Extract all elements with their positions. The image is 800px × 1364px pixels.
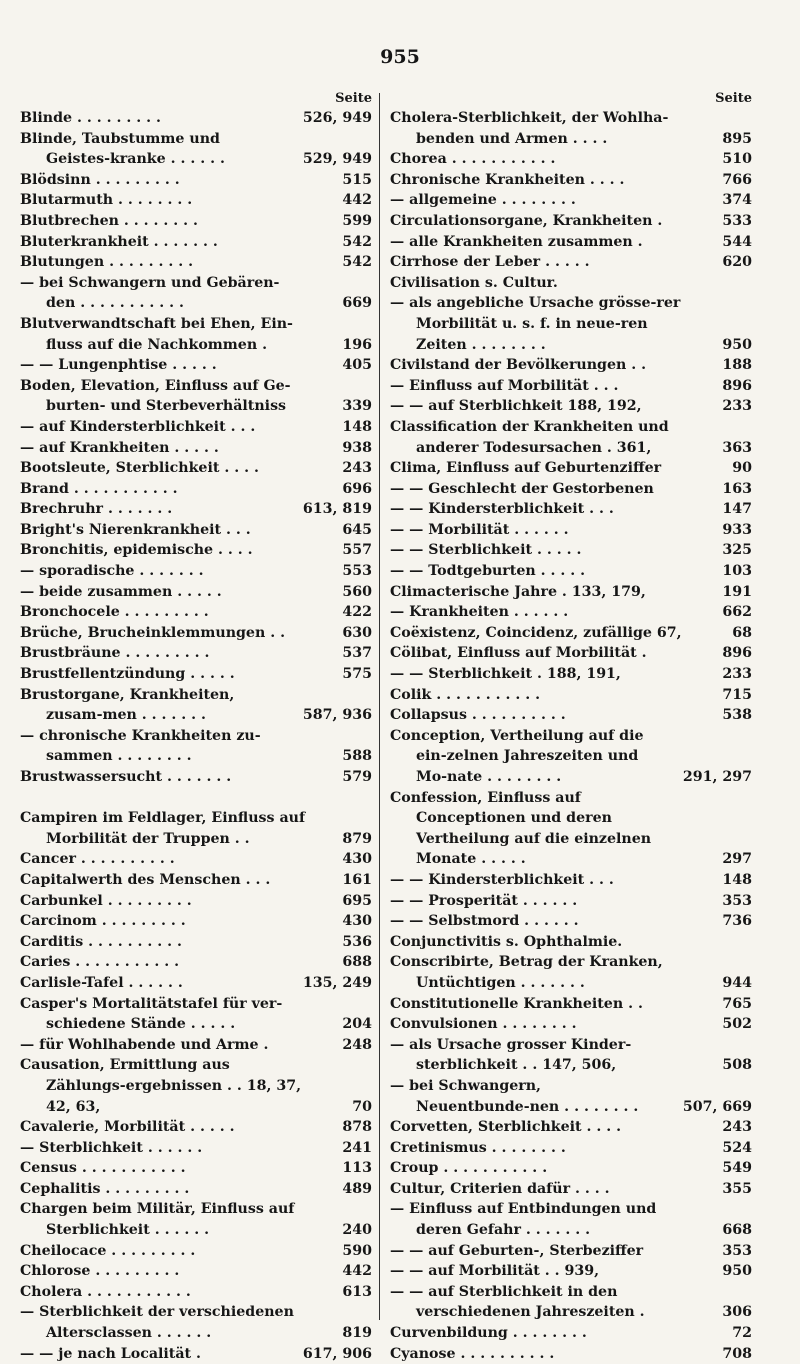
entry-term: — allgemeine . . . . . . . . (390, 192, 576, 209)
index-entry (390, 1282, 752, 1323)
entry-term: Climacterische Jahre . 133, 179, (390, 583, 646, 600)
page-number: 955 (380, 46, 420, 68)
entry-pages: 291, 297 (682, 769, 752, 785)
entry-pages: 422 (342, 604, 372, 621)
entry-term: Blutbrechen . . . . . . . . (20, 212, 198, 229)
entry-pages: 325 (722, 542, 752, 559)
index-entry (20, 273, 372, 314)
index-entry (390, 479, 752, 500)
index-entry (20, 932, 372, 953)
entry-term: Civilisation s. Cultur. (390, 274, 558, 291)
entry-term: Blutarmuth . . . . . . . . (20, 192, 193, 209)
index-entry (20, 808, 372, 849)
entry-term: Carcinom . . . . . . . . . (20, 913, 186, 930)
index-entry (390, 458, 752, 479)
entry-term: Brustwassersucht . . . . . . . (20, 769, 232, 785)
index-entry (20, 479, 372, 500)
entry-term: Coëxistenz, Coincidenz, zufällige 67, (390, 624, 682, 641)
entry-term: — beide zusammen . . . . . (20, 583, 222, 600)
entry-pages: 630 (342, 624, 372, 641)
entry-term: — chronische Krankheiten zu-sammen . . . . . . . . (20, 727, 261, 765)
entry-pages: 708 (722, 1345, 752, 1362)
entry-pages: 542 (342, 233, 372, 250)
section-gap (20, 788, 372, 809)
entry-term: — Einfluss auf Morbilität . . . (390, 377, 619, 394)
entry-term: Curvenbildung . . . . . . . . (390, 1325, 587, 1342)
entry-pages: 878 (342, 1119, 372, 1136)
index-entry (390, 190, 752, 211)
entry-term: — — Prosperität . . . . . . (390, 892, 578, 909)
entry-pages: 248 (342, 1036, 372, 1053)
index-entry (390, 170, 752, 191)
entry-pages: 542 (342, 254, 372, 271)
index-entry (20, 1117, 372, 1138)
entry-pages: 819 (342, 1325, 372, 1342)
index-entry (20, 891, 372, 912)
entry-term: Blutverwandtschaft bei Ehen, Ein-fluss auf die Nachkommen . (20, 315, 293, 353)
entry-term: Chorea . . . . . . . . . . . (390, 151, 556, 168)
entry-pages: 196 (342, 336, 372, 353)
seite-header-left: Seite (335, 91, 372, 106)
index-entry (20, 952, 372, 973)
entry-pages: 668 (722, 1222, 752, 1239)
entry-term: Brüche, Brucheinklemmungen . . (20, 624, 286, 641)
entry-term: Conjunctivitis s. Ophthalmie. (390, 933, 623, 950)
entry-pages: 508 (722, 1057, 752, 1074)
entry-pages: 896 (722, 645, 752, 662)
entry-term: — bei Schwangern, Neuentbunde-nen . . . . . . . . (390, 1077, 639, 1115)
entry-pages: 355 (722, 1180, 752, 1197)
index-entry (20, 1055, 372, 1117)
entry-pages: 662 (722, 604, 752, 621)
index-entry (20, 602, 372, 623)
entry-term: Conscribirte, Betrag der Kranken, Untüchtigen . . . . . . . (390, 954, 663, 991)
entry-term: Croup . . . . . . . . . . . (390, 1160, 548, 1177)
entry-term: Cirrhose der Leber . . . . . (390, 254, 590, 271)
entry-pages: 529, 949 (302, 151, 372, 168)
entry-term: Blinde, Taubstumme und Geistes-kranke . . . . . . (20, 130, 225, 168)
entry-pages: 879 (342, 830, 372, 847)
index-entry (390, 355, 752, 376)
entry-pages: 161 (342, 871, 372, 888)
entry-pages: 950 (722, 1263, 752, 1280)
entry-term: Blutungen . . . . . . . . . (20, 254, 194, 271)
entry-pages: 430 (342, 913, 372, 930)
index-entry (390, 643, 752, 664)
entry-term: Cephalitis . . . . . . . . . (20, 1180, 190, 1197)
index-entry (20, 911, 372, 932)
index-entry (390, 602, 752, 623)
entry-pages: 715 (722, 686, 752, 703)
entry-pages: 590 (342, 1242, 372, 1259)
entry-term: — — Selbstmord . . . . . . (390, 913, 579, 930)
entry-pages: 339 (342, 398, 372, 415)
index-entry (390, 1199, 752, 1240)
index-entry (20, 499, 372, 520)
entry-pages: 191 (722, 583, 752, 600)
entry-term: Cholera . . . . . . . . . . . (20, 1283, 191, 1300)
entry-pages: 233 (722, 398, 752, 415)
entry-term: Carbunkel . . . . . . . . . (20, 892, 192, 909)
entry-pages: 374 (722, 192, 752, 209)
entry-pages: 353 (722, 892, 752, 909)
entry-pages: 695 (342, 892, 372, 909)
index-entry (20, 520, 372, 541)
index-entry (390, 870, 752, 891)
index-entry (390, 1014, 752, 1035)
entry-pages: 243 (342, 460, 372, 477)
entry-pages: 536 (342, 933, 372, 950)
entry-pages: 617, 906 (302, 1345, 372, 1362)
entry-term: — Krankheiten . . . . . . (390, 604, 569, 621)
entry-pages: 204 (342, 1016, 372, 1033)
index-entry (390, 1117, 752, 1138)
index-entry (20, 685, 372, 726)
index-entry (20, 1261, 372, 1282)
index-entry (20, 417, 372, 438)
entry-term: Bright's Nierenkrankheit . . . (20, 521, 251, 538)
entry-term: Brustorgane, Krankheiten, zusam-men . . . . . . . (20, 686, 235, 724)
entry-term: Causation, Ermittlung aus Zählungs-ergebnissen . . 18, 37, 42, 63, (20, 1057, 302, 1115)
entry-term: — auf Krankheiten . . . . . (20, 439, 219, 456)
entry-pages: 587, 936 (302, 707, 372, 724)
index-entry (390, 252, 752, 273)
entry-pages: 944 (722, 974, 752, 991)
entry-pages: 135, 249 (302, 974, 372, 991)
entry-pages: 553 (342, 563, 372, 580)
entry-pages: 524 (722, 1139, 752, 1156)
entry-term: Confession, Einfluss auf Conceptionen und deren Vertheilung auf die einzelnen Monate . . . . . (390, 789, 652, 868)
entry-pages: 113 (342, 1160, 372, 1177)
index-entry (390, 1158, 752, 1179)
entry-pages: 599 (342, 212, 372, 229)
index-entry (20, 376, 372, 417)
index-entry (20, 1179, 372, 1200)
index-entry (20, 232, 372, 253)
index-entry (20, 623, 372, 644)
index-entry (20, 726, 372, 767)
entry-term: — — je nach Localität . (20, 1345, 201, 1362)
entry-term: — — Morbilität . . . . . . (390, 521, 569, 538)
entry-term: Casper's Mortalitätstafel für ver-schiedene Stände . . . . . (20, 995, 283, 1033)
index-entry (20, 1344, 372, 1364)
index-entry (390, 932, 752, 953)
entry-term: Corvetten, Sterblichkeit . . . . (390, 1119, 622, 1136)
entry-term: Cölibat, Einfluss auf Morbilität . (390, 645, 647, 662)
entry-term: — Sterblichkeit . . . . . . (20, 1139, 203, 1156)
entry-pages: 588 (342, 748, 372, 765)
entry-pages: 241 (342, 1139, 372, 1156)
index-entry (390, 108, 752, 149)
index-entry (390, 788, 752, 870)
index-entry (390, 396, 752, 417)
entry-pages: 669 (342, 295, 372, 312)
entry-term: Collapsus . . . . . . . . . . (390, 707, 566, 724)
entry-pages: 442 (342, 1263, 372, 1280)
entry-term: Bootsleute, Sterblichkeit . . . . (20, 460, 259, 477)
entry-pages: 696 (342, 480, 372, 497)
index-entry (20, 1302, 372, 1343)
entry-pages: 148 (342, 418, 372, 435)
index-entry (390, 685, 752, 706)
index-entry (390, 232, 752, 253)
index-entry (20, 1138, 372, 1159)
index-entry (390, 499, 752, 520)
entry-term: Bronchocele . . . . . . . . . (20, 604, 209, 621)
entry-pages: 544 (722, 233, 752, 250)
index-entry (390, 1138, 752, 1159)
index-entry (390, 293, 752, 355)
entry-term: Circulationsorgane, Krankheiten . (390, 212, 663, 229)
index-entry (390, 520, 752, 541)
entry-term: — — Lungenphtise . . . . . (20, 357, 217, 374)
entry-pages: 70 (352, 1098, 372, 1115)
entry-term: Bronchitis, epidemische . . . . (20, 542, 253, 559)
entry-term: — — Sterblichkeit . . . . . (390, 542, 582, 559)
entry-pages: 507, 669 (682, 1098, 752, 1115)
entry-term: Cholera-Sterblichkeit, der Wohlha-benden und Armen . . . . (390, 110, 669, 147)
index-entry (20, 438, 372, 459)
entry-pages: 645 (342, 521, 372, 538)
entry-pages: 353 (722, 1242, 752, 1259)
index-entry (20, 252, 372, 273)
index-entry (20, 973, 372, 994)
index-entry (390, 540, 752, 561)
entry-term: — sporadische . . . . . . . (20, 563, 204, 580)
index-entry (20, 643, 372, 664)
index-entry (390, 911, 752, 932)
entry-pages: 363 (722, 439, 752, 456)
index-entry (390, 273, 752, 294)
entry-pages: 766 (722, 171, 752, 188)
index-entry (390, 376, 752, 397)
entry-term: Boden, Elevation, Einfluss auf Ge-burten- und Sterbeverhältniss (20, 377, 291, 415)
index-entry (390, 1241, 752, 1262)
index-entry (390, 726, 752, 788)
entry-pages: 297 (722, 851, 752, 868)
entry-pages: 549 (722, 1160, 752, 1177)
entry-pages: 620 (722, 254, 752, 271)
entry-term: — für Wohlhabende und Arme . (20, 1036, 269, 1053)
entry-term: Cultur, Criterien dafür . . . . (390, 1180, 610, 1197)
entry-term: Cavalerie, Morbilität . . . . . (20, 1119, 235, 1136)
entry-term: Caries . . . . . . . . . . . (20, 954, 180, 971)
entry-pages: 233 (722, 666, 752, 683)
entry-term: — bei Schwangern und Gebären-den . . . . . . . . . . . (20, 274, 280, 312)
right-index-list (390, 108, 752, 1364)
index-entry (390, 705, 752, 726)
index-entry (390, 1179, 752, 1200)
entry-pages: 950 (722, 336, 752, 353)
entry-term: — alle Krankheiten zusammen . (390, 233, 643, 250)
entry-term: — Einfluss auf Entbindungen und deren Gefahr . . . . . . . (390, 1201, 657, 1239)
column-divider (379, 93, 380, 1320)
index-entry (20, 561, 372, 582)
entry-term: — Sterblichkeit der verschiedenen Altersclassen . . . . . . (20, 1304, 294, 1342)
entry-term: Cyanose . . . . . . . . . . (390, 1345, 555, 1362)
entry-pages: 430 (342, 851, 372, 868)
index-entry (390, 417, 752, 458)
entry-term: Capitalwerth des Menschen . . . (20, 871, 271, 888)
entry-term: Brechruhr . . . . . . . (20, 501, 173, 518)
entry-pages: 306 (722, 1304, 752, 1321)
index-entry (20, 849, 372, 870)
entry-term: — — auf Geburten-, Sterbeziffer (390, 1242, 644, 1259)
entry-term: Constitutionelle Krankheiten . . (390, 995, 643, 1012)
entry-pages: 240 (342, 1222, 372, 1239)
index-entry (20, 1158, 372, 1179)
index-entry (390, 211, 752, 232)
index-entry (390, 1344, 752, 1364)
index-entry (20, 994, 372, 1035)
entry-pages: 533 (722, 212, 752, 229)
index-entry (390, 582, 752, 603)
index-entry (390, 952, 752, 993)
entry-pages: 72 (732, 1325, 752, 1342)
entry-pages: 538 (722, 707, 752, 724)
index-entry (20, 767, 372, 788)
entry-term: Clima, Einfluss auf Geburtenziffer (390, 460, 662, 477)
entry-term: Chargen beim Militär, Einfluss auf Sterblichkeit . . . . . . (20, 1201, 295, 1239)
index-entry (390, 561, 752, 582)
index-entry (20, 170, 372, 191)
entry-term: — — auf Sterblichkeit in den verschiedenen Jahreszeiten . (390, 1283, 645, 1321)
entry-term: Brustbräune . . . . . . . . . (20, 645, 210, 662)
index-entry (20, 540, 372, 561)
entry-pages: 489 (342, 1180, 372, 1197)
entry-term: — als angebliche Ursache grösse-rer Morbilität u. s. f. in neue-ren Zeiten . . . . . . . . (390, 295, 681, 353)
index-entry (390, 1076, 752, 1117)
index-entry (390, 1261, 752, 1282)
entry-pages: 502 (722, 1016, 752, 1033)
entry-pages: 537 (342, 645, 372, 662)
entry-pages: 938 (342, 439, 372, 456)
entry-term: — — Geschlecht der Gestorbenen (390, 480, 654, 497)
entry-pages: 613 (342, 1283, 372, 1300)
entry-pages: 688 (342, 954, 372, 971)
entry-term: — — Kindersterblichkeit . . . (390, 871, 614, 888)
entry-term: Classification der Krankheiten und anderer Todesursachen . 361, (390, 418, 669, 456)
entry-term: — — auf Sterblichkeit 188, 192, (390, 398, 642, 415)
entry-term: Civilstand der Bevölkerungen . . (390, 357, 647, 374)
index-entry (390, 664, 752, 685)
entry-term: Colik . . . . . . . . . . . (390, 686, 541, 703)
entry-pages: 510 (722, 151, 752, 168)
entry-pages: 579 (342, 769, 372, 785)
entry-term: — als Ursache grosser Kinder-sterblichkeit . . 147, 506, (390, 1036, 632, 1074)
index-entry (20, 582, 372, 603)
entry-pages: 148 (722, 871, 752, 888)
index-entry (390, 1323, 752, 1344)
entry-pages: 188 (722, 357, 752, 374)
entry-pages: 442 (342, 192, 372, 209)
entry-pages: 765 (722, 995, 752, 1012)
entry-term: Conception, Vertheilung auf die ein-zelnen Jahreszeiten und Mo-nate . . . . . . . . (390, 727, 644, 785)
index-entry (20, 211, 372, 232)
entry-pages: 243 (722, 1119, 752, 1136)
right-column (390, 90, 752, 1364)
entry-pages: 613, 819 (302, 501, 372, 518)
entry-pages: 575 (342, 666, 372, 683)
index-entry (390, 1035, 752, 1076)
index-entry (20, 870, 372, 891)
left-column (20, 90, 372, 1364)
index-entry (20, 355, 372, 376)
index-entry (20, 1282, 372, 1303)
entry-term: Brand . . . . . . . . . . . (20, 480, 178, 497)
entry-term: Cheilocace . . . . . . . . . (20, 1242, 196, 1259)
entry-pages: 68 (732, 624, 752, 641)
seite-header-right: Seite (715, 91, 752, 106)
entry-pages: 736 (722, 913, 752, 930)
entry-pages: 560 (342, 583, 372, 600)
entry-term: Blinde . . . . . . . . . (20, 110, 161, 126)
index-entry (20, 108, 372, 129)
index-entry (20, 129, 372, 170)
index-entry (20, 664, 372, 685)
index-entry (390, 623, 752, 644)
entry-pages: 103 (722, 563, 752, 580)
index-entry (20, 1035, 372, 1056)
entry-term: Cretinismus . . . . . . . . (390, 1139, 566, 1156)
index-entry (390, 891, 752, 912)
entry-term: Convulsionen . . . . . . . . (390, 1016, 577, 1033)
entry-pages: 895 (722, 130, 752, 147)
entry-term: Cancer . . . . . . . . . . (20, 851, 175, 868)
entry-pages: 933 (722, 521, 752, 538)
index-entry (390, 994, 752, 1015)
entry-term: Blödsinn . . . . . . . . . (20, 171, 180, 188)
entry-pages: 147 (722, 501, 752, 518)
index-entry (20, 314, 372, 355)
entry-pages: 526, 949 (302, 110, 372, 126)
entry-term: Chronische Krankheiten . . . . (390, 171, 625, 188)
entry-term: — auf Kindersterblichkeit . . . (20, 418, 256, 435)
index-entry (390, 149, 752, 170)
entry-term: Carditis . . . . . . . . . . (20, 933, 182, 950)
entry-term: Bluterkrankheit . . . . . . . (20, 233, 218, 250)
entry-term: — — auf Morbilität . . 939, (390, 1263, 600, 1280)
entry-pages: 163 (722, 480, 752, 497)
entry-term: Carlisle-Tafel . . . . . . (20, 974, 183, 991)
entry-term: Brustfellentzündung . . . . . (20, 666, 235, 683)
index-entry (20, 1241, 372, 1262)
entry-pages: 896 (722, 377, 752, 394)
entry-pages: 90 (732, 460, 752, 477)
entry-pages: 515 (342, 171, 372, 188)
entry-term: — — Kindersterblichkeit . . . (390, 501, 614, 518)
entry-pages: 405 (342, 357, 372, 374)
entry-pages: 557 (342, 542, 372, 559)
entry-term: — — Sterblichkeit . 188, 191, (390, 666, 621, 683)
left-index-list (20, 108, 372, 1364)
index-entry (20, 1199, 372, 1240)
entry-term: Campiren im Feldlager, Einfluss auf Morbilität der Truppen . . (20, 810, 306, 847)
entry-term: Census . . . . . . . . . . . (20, 1160, 186, 1177)
entry-term: Chlorose . . . . . . . . . (20, 1263, 180, 1280)
index-entry (20, 458, 372, 479)
index-entry (20, 190, 372, 211)
entry-term: — — Todtgeburten . . . . . (390, 563, 586, 580)
